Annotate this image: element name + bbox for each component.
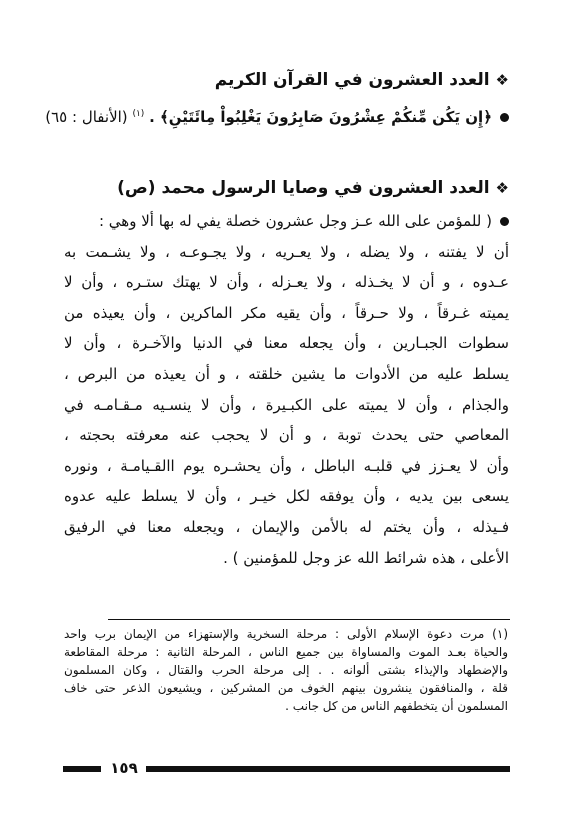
paragraph-line: الأعلى ، هذه شرائط الله عز وجل للمؤمنين ) . (223, 548, 509, 567)
paragraph-line: عـدوه ، و أن لا يخـذله ، ولا يعـزله ، وأن لا يهتك ستـره ، وأن لا (64, 273, 509, 292)
paragraph-line: ( للمؤمن على الله عـز وجل عشرون خصلة يفي له بها ألا وهي : (64, 206, 509, 237)
paragraph-line: سطوات الجبـارين ، وأن يجعله معنا في الدنيا والآخـرة ، وأن لا (64, 334, 509, 353)
diamond-marker-icon: ❖ (495, 179, 509, 197)
section-heading-sunnah (117, 176, 509, 200)
footer-bar-right (146, 766, 510, 772)
footnote-divider (108, 619, 510, 620)
diamond-marker-icon: ❖ (495, 71, 509, 89)
paragraph-line: المعاصي حتى يحدث توبة ، و أن لا يحجب عنه معرفته بحجته ، (64, 426, 509, 445)
hadith-paragraph (64, 206, 509, 573)
paragraph-line: والجذام ، وأن لا يميته على الكبـيرة ، وأن لا ينسـيه مـقـامـه في (64, 395, 509, 414)
footnote-line: المسلمون أن يتخطفهم الناس من كل جانب . (285, 699, 508, 713)
section-heading-quran (215, 68, 509, 92)
footnote (64, 625, 508, 715)
paragraph-line: يميته غـرقاً ، ولا حـرقاً ، وأن يقيه مكر الماكرين ، وأن يعيذه من (64, 303, 509, 322)
verse-line (45, 102, 509, 129)
footnote-line: والحياة بعـد الموت والمساواة بين جميع الناس ، المرحلة الثانية : مرحلة المقاطعة (64, 645, 508, 659)
section-heading-quran-text: العدد العشرون في القرآن الكريم (214, 70, 490, 90)
section-heading-sunnah-text: العدد العشرون في وصايا الرسول محمد (ص) (117, 178, 490, 198)
verse-citation: (الأنفال : ٦٥) (45, 108, 128, 126)
footnote-line: والإضطهاد والإيذاء بشتى ألوانه . . إلى مرحلة الحرب والقتال ، وكان المسلمون (64, 663, 508, 677)
paragraph-line: وأن لا يعـزز في قلبـه الباطل ، وأن يحشـره يوم االقـيامـة ، ونوره (64, 456, 509, 475)
footer-bar-left (63, 766, 101, 772)
footnote-line: قلة ، والمنافقون ينشرون بينهم الخوف من المشركين ، ويشيعون الذعر حتى خاف (64, 681, 508, 695)
paragraph-line: يسلط عليه من الأدوات ما يشين خلقته ، و أن يعيذه من البرص ، (64, 364, 509, 383)
paragraph-line: فـيذله ، وأن يختم له بالأمن والإيمان ، ويجعله معنا في الرفيق (64, 517, 509, 536)
bullet-icon (500, 113, 509, 122)
paragraph-line: أن لا يفتنه ، ولا يضله ، ولا يعـريه ، ولا يجـوعـه ، ولا يشـمت به (64, 242, 509, 261)
footnote-reference: (١) (132, 109, 145, 119)
paragraph-line: يسعى بين يديه ، وأن يوفقه لكل خيـر ، وأن لا يسلط عليه عدوه (64, 487, 509, 506)
footnote-line: (١) مرت دعوة الإسلام الأولى : مرحلة السخرية والإستهزاء من الإيمان برب واحد (64, 627, 508, 641)
quran-verse: ﴿إِن يَكُن مِّنكُمْ عِشْرُونَ صَابِرُونَ يَغْلِبُواْ مِائَتَيْنِ﴾ . (149, 108, 492, 126)
bullet-icon (500, 217, 509, 226)
page-number: ١٥٩ (110, 759, 138, 777)
